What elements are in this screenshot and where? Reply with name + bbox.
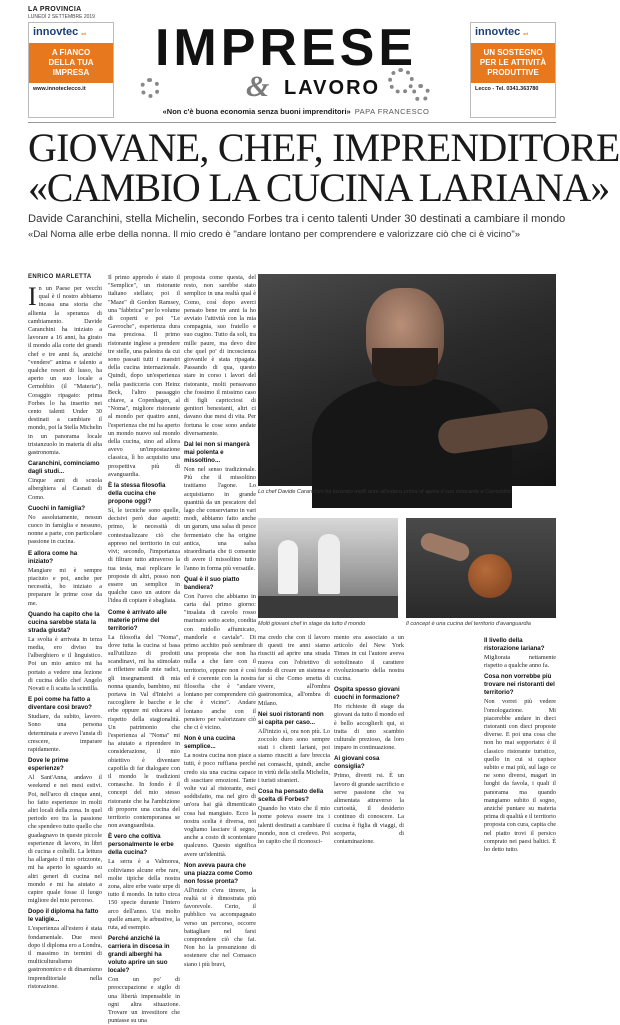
paper-name: LA PROVINCIA (28, 6, 82, 13)
logo-ampersand: & (246, 70, 270, 103)
interview-question: Cuochi in famiglia? (28, 504, 86, 512)
photo-caption-a: Molti giovani chef in stage da tutto il mondo (258, 621, 366, 627)
paragraph: No assolutamente, nessun cuoco in famiglia e nessuno, nonne a parte, con particolare passione in cucina. (28, 513, 102, 546)
kitchen-staff-photo (258, 518, 398, 618)
paragraph: ma credo che con il lavoro di questi tre anni siamo riusciti ad aprire una strada nuova con l'obiettivo di fondo di creare un sistema e far sì che Como smetta di vivere, all'ombra gastronomica, all'ombra di Milano. (258, 634, 330, 707)
subheadline-2: «Dal Noma alle erbe della nonna. Il mio credo è "andare lontano per comprendere e valorizzare ciò che ci è vicino"» (28, 229, 521, 240)
photo-caption-b: Il concept è una cucina del territorio d'avanguardia (406, 621, 531, 627)
paragraph: La svolta è arrivata in terza media, ero diviso tra l'alberghiero e il linguistico. Poi un mio amico mi ha portato a vedere una lezione di cucina dello chef Angelo Novati e lì scatta la scintilla. (28, 635, 102, 692)
ad-left[interactable] (28, 22, 114, 118)
paragraph: All'inizio sì, ora non più. Lo zoccolo duro sono sempre stati i clienti lariani, poi siamo riusciti a fare breccia nei comaschi, quindi, anche in virtù della stella Michelin, i turisti stranieri. (258, 727, 330, 785)
tagline (126, 107, 466, 116)
paper-date: LUNEDÌ 2 SETTEMBRE 2019 (28, 14, 95, 20)
ad-left-box: A FIANCO DELLA TUA IMPRESA (29, 43, 113, 83)
paragraph: mento era associato a un articolo del New York Times in cui l'autore aveva sottolineato il carattere rivoluzionario della nostra cucina. (334, 634, 404, 683)
interview-question: Quando ha capito che la cucina sarebbe stata la strada giusta? (28, 610, 100, 634)
tagline-author: PAPA FRANCESCO (354, 107, 430, 116)
interview-question: Dal lei non si mangerà mai polenta e missoltino... (184, 441, 250, 465)
paragraph: Cinque anni di scuola alberghiera al Casnati di Como. (28, 477, 102, 501)
ad-right[interactable] (470, 22, 556, 118)
ad-right-brand: innovtec srl (475, 26, 529, 38)
interview-question: E poi come ha fatto a diventare così bravo? (28, 696, 92, 712)
interview-question: Dopo il diploma ha fatto le valigie... (28, 908, 99, 924)
byline: ENRICO MARLETTA (28, 274, 92, 280)
paragraph: proposta come questa, del resto, non sarebbe stato semplice in una realtà qual è Como, così dopo averci pensato bene tre anni fa ho avviato l'attività con la mia compagnia, suo fratello e suo cugino. Tutto da soli, tra mille paure, ma devo dire che quel po' di incoscienza giovanile è stata ripagata. Passando di qua, questo stare in corso i lavori del ristorante, molti pensavano che fossimo il missimo caso di figli capricciosi di genitori benestanti, altri ci davano due mesi di vita. Per fortuna le cose sono andate diversamente. (184, 274, 256, 437)
article-column-2 (108, 274, 180, 1025)
interview-question: Ospita spesso giovani cuochi in formazione? (334, 686, 400, 702)
paragraph: Con l'uovo che abbiamo in carta dal primo giorno: "insalata di cavolo rosso marinato sotto aceto, condita con midollo affumicato, mandorle e caviale". Di primo acchito può sembrare una proposta che non ha nulla a che fare con il territorio, eppure non è così ed è coerente con la nostra filosofia che è "andare lontano per comprendere ciò che è vicino". Andare lontano anche con il pensiero per valorizzare ciò che ci è vicino. (184, 592, 256, 731)
interview-question: Come è arrivato alle materie prime del territorio? (108, 608, 167, 632)
masthead (0, 0, 580, 108)
article-column-3 (184, 274, 256, 968)
paragraph: Al Sant'Anna, andavo il weekend e nei mesi estivi. Poi, nell'arco di cinque anni, ho fatto esperienze in molti altri locali della zona. In quel periodo ero tra la passione che spendevo tutto quello che guadagnavo in queste piccole esperienze di lavoro, in libri di cucina e coltelli. La lettura ha allargato il mio orizzonte, mi ha aperto lo sguardo su altri generi di cucina nel mondo e mi ha aiutato a capire quale fosse il luogo migliore del mio percorso. (28, 774, 102, 905)
article-column-4 (258, 634, 330, 846)
gear-icon (140, 78, 160, 98)
ad-right-footer[interactable]: Lecco - Tel. 0341.363780 (475, 86, 539, 92)
paragraph: Non vorrei più vedere l'omologazione. Mi piacerebbe andare in dieci ristoranti con dieci proposte diverse. E poi una cosa che non ho mai sopportato: è il classico ristorante turistico, quello in cui si capisce subito e mai più, sul lago ce ne sono diversi, magari in luoghi da favola, i quali il panorama ma quando mangiamo subito il sogno, anziché puntare su materia prima di qualità e il territorio proposta con cura, capita che nel piatto trovi il persico comprato nei paesi baltici. È ho detto tutto. (484, 698, 556, 854)
photo-caption-main: Lo chef Davide Caranchini ha lavorato molti anni all'estero prima di aprire il suo ristorante a Cernobbio (258, 489, 511, 495)
interview-question: Non è una cucina semplice... (184, 735, 236, 751)
paragraph: Sì, le tecniche sono quelle, decisivi però due aspetti: primo, le necessità di contestualizzare ciò che appreso nel territorio in cui vivi; secondo, l'importanza di filtrare tutto attraverso la tua testa, mai replicare le proposte di altri, posso non essere un semplice in qualche caso un autore da l'idea di copiare è sbagliata. (108, 507, 180, 605)
paragraph: Primo, diverti rsi. È un lavoro di grande sacrificio e serve passione che va alimentata attraverso la curiosità, il desiderio continuo di conoscere. La cucina è figlia di viaggi, di scoperta, di contaminazione. (334, 772, 404, 846)
interview-question: Non aveva paura che una piazza come Como non fosse pronta? (184, 861, 253, 885)
logo-sub-text: LAVORO (284, 77, 381, 99)
interview-question: Nei suoi ristoranti non si capita per caso... (258, 710, 324, 726)
interview-question: Perché anziché la carriera in discesa in grandi alberghi ha voluto aprire un suo locale? (108, 935, 170, 975)
paragraph: Il primo approdo è stato il "Semplice", un ristorante italiano stellato; poi il "Maze" di Gordon Ramsey, una "fabbrica" per lo volume di coperti e poi "Le Gavroche", esperienza dura ma preziosa. Il primo ristorante inglese a prendere tre stelle, una palestra da cui sono passati tutti i maestri della cucina internazionale. Quindi, dopo un'esperienza nella pasticceria con Heinz Beck, l'altro passaggio chiave, a Copenhagen, al "Noma", migliore ristorante al mondo per quattro anni, l'esperienza che mi ha aperto un mondo nuovo sul mondo della cucina, sino ad allora avevo un'impostazione classica, lì ho acquisito una prospettiva più di avanguardia. (108, 274, 180, 478)
divider (28, 122, 556, 123)
interview-question: Cosa ha pensato della scelta di Forbes? (258, 788, 324, 804)
subheadline-1: Davide Caranchini, stella Michelin, secondo Forbes tra i cento talenti Under 30 destinati a cambiare il mondo (28, 213, 566, 225)
interview-question: Qual è il suo piatto bandiera? (184, 575, 240, 591)
cooking-photo (406, 518, 556, 618)
paragraph: Quando ho visto che il mio nome poteva essere tra i talenti destinati a cambiare il mondo, non ci credevo. Poi ho capito che il riconosci- (258, 805, 330, 846)
interview-question: È vero che coltiva personalmente le erbe della cucina? (108, 833, 174, 857)
chef-portrait-photo (258, 274, 556, 486)
paragraph: All'inizio c'era timore, la realtà si è dimostrata più favorevole. Certo, il pubblico va accompagnato verso un percorso, occorre battagliare nel farsi comprendere ciò che fai. Non ho la presunzione di sostenere che nel Comasco siano i più bravi, (184, 886, 256, 968)
paragraph: L'esperienza all'estero è stata fondamentale. Due mesi dopo il diploma ero a Londra, il massimo in termini di multiculturalismo gastronomico e di dinamismo imprenditoriale nella ristorazione. (28, 925, 102, 990)
article-column-5 (334, 634, 404, 846)
paragraph: La serra è a Valmorea, coltiviamo alcune erbe rare, molte tipiche della nostra zona, altre erbe vaste urpe di tutto il mondo. In tutto circa 150 specie durante l'intero arco dell'anno. Usi molto quelle amare, le arbustive, la ruta, ad esempio. (108, 858, 180, 932)
paragraph: La filosofia del "Noma", dove tutta la cucina si basa sull'utilizzo di prodotti scandinavi, mi ha stimolato a riflettere sulle mie radici, gli insegnamenti di mia nonna quando, bambino, mi portava in Val d'Intelvi a raccogliere le bacche e le erbe oppure mi educava al rispetto della stagionalità. Un patrimonio che l'esperienza al "Noma" mi ha aiutato a riprendere in considerazione, il mio obiettivo è diventare capofila di far dialogare con il mondo le tradizioni comasche. In fondo è il concept del mio stesso ristorante che ha l'ambizione di proporre una cucina del territorio contemporanea se non avanguardista. (108, 633, 180, 830)
ad-left-brand: innovtec srl (33, 26, 87, 38)
paragraph: Con un po' di preoccupazione e sigilo di una libertà impensabile in ogni altra situazione. Trovare un investitore che puntasse su una (108, 976, 180, 1025)
article-column-1 (28, 274, 102, 990)
paragraph: In un Paese per vecchi qual è il nostro abbiamo incasa una storia che allienta la speranza di cambiamento. Davide Caranchini ha iniziato a lavorare a 16 anni, ha girato il mondo alla corte dei grandi chef e tre anni fa, anziché "vendere" anima e talento a qualche resort di lusso, ha aperto un suo locale a Cernobbio (il "Materia"). Coraggio ripagato: prima Forbes lo ha inserito nei cento talenti Under 30 destinati a cambiare il mondo, poi la Stella Michelin in un panorama locale tristanzuolo in materia di alta gastronomia. (28, 282, 102, 457)
paragraph: La nostra cucina non piace a tutti, è poco ruffiana perché credo sia una cucina capace di suscitare emozioni. Tante volte vai al ristorante, esci soddisfatto, ma nel giro di un'ora hai già dimenticato cosa hai mangiato. Ecco la nostra scelta è diversa, noi vogliamo lasciare il segno, anche a costo di scontentare qualcuno. Questo significa avere un'identità. (184, 752, 256, 858)
interview-question: E allora come ha iniziato? (28, 549, 78, 565)
interview-question: Cosa non vorrebbe più trovare nei ristoranti del territorio? (484, 673, 555, 697)
section-logo (126, 19, 446, 103)
paragraph: Migliorata nettamente rispetto a qualche anno fa. (484, 654, 556, 670)
interview-question: Caranchini, cominciamo dagli studi... (28, 460, 100, 476)
paragraph: Non nel senso tradizionale. Più che il missoltino trattiamo l'agone. Lo acquistiamo in grande quantità da un pescatore del lago che conserviamo in vari modi, abbiamo fatto anche un garum, una salsa di pesce fermentato che ha origine antica, una salsa straordinaria che ti consente di avere il missoltino tutto l'anno in forma più versatile. (184, 466, 256, 572)
gear-icon (388, 68, 414, 94)
ad-left-footer[interactable]: www.innoteclecco.it (33, 86, 86, 92)
paragraph: Ho richieste di stage da giovani da tutto il mondo ed è bello accoglierli qui, si tratta di uno scambio culturale prezioso, da loro imparo in continuazione. (334, 703, 404, 752)
interview-question: Dove le prime esperienze? (28, 757, 69, 773)
paragraph: Studiare, da subito, lavoro. Sono una persona determinata e avevo l'ansia di crescere, imparare rapidamente. (28, 713, 102, 753)
paragraph: Mangiare mi è sempre piaciuto e poi, anche per necessità, ho iniziato a preparare le prime cose da me. (28, 566, 102, 607)
headline-line-2: «CAMBIO LA CUCINA LARIANA» (28, 165, 610, 210)
interview-question: Ai giovani cosa consiglia? (334, 755, 380, 771)
logo-main-text: IMPRESE (154, 19, 418, 77)
drop-cap: I (28, 282, 37, 311)
article-column-6 (484, 634, 556, 854)
interview-question: Il livello della ristorazione lariana? (484, 637, 545, 652)
headline-line-1: GIOVANE, CHEF, IMPRENDITORE (28, 125, 620, 170)
ad-right-box: UN SOSTEGNO PER LE ATTIVITÀ PRODUTTIVE (471, 43, 555, 83)
gear-icon (412, 84, 430, 102)
tagline-quote: «Non c'è buona economia senza buoni imprenditori» (162, 107, 351, 116)
interview-question: È la stessa filosofia della cucina che propone oggi? (108, 482, 166, 506)
